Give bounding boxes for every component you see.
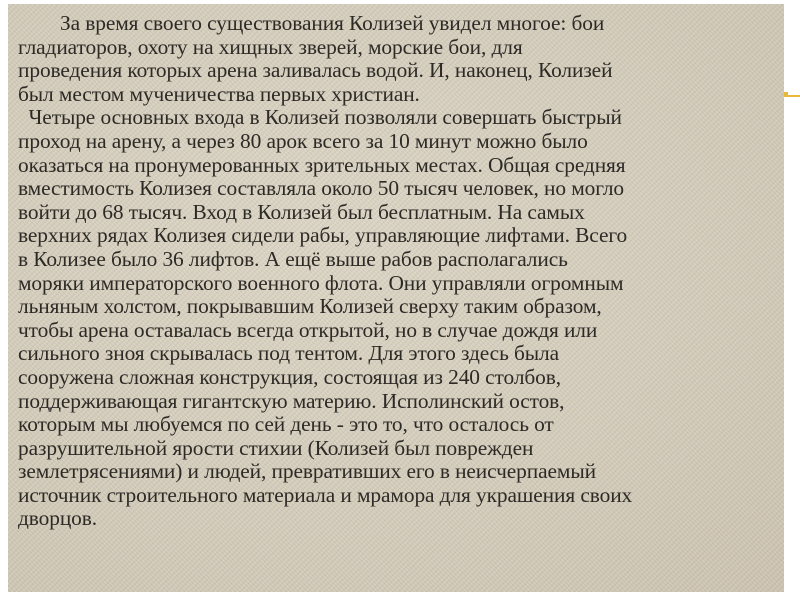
text-line: землетрясениями) и людей, превративших его в неисчерпаемый	[18, 459, 596, 484]
text-line: сооружена сложная конструкция, состоящая из 240 столбов,	[18, 364, 562, 389]
text-line: За время своего существования Колизей увидел многое: бои	[18, 11, 605, 35]
text-line: сильного зноя скрывалась под тентом. Для этого здесь была	[18, 341, 559, 366]
text-line: вместимость Колизея составляла около 50 тысяч человек, но могло	[18, 176, 625, 201]
text-line: которым мы любуемся по сей день - это то, что осталось от	[18, 412, 554, 437]
text-line: моряки императорского военного флота. Они управляли огромным	[18, 270, 624, 295]
text-line: источник строительного материала и мрамора для украшения своих	[18, 482, 633, 507]
text-line: был местом мученичества первых христиан.	[18, 81, 420, 106]
text-line: дворцов.	[18, 506, 98, 531]
paragraph-2	[18, 106, 788, 531]
text-line: верхних рядах Колизея сидели рабы, управляющие лифтами. Всего	[18, 223, 628, 248]
text-line: проведения которых арена заливалась водой. И, наконец, Колизей	[18, 58, 613, 83]
body-text	[18, 12, 788, 531]
text-line: гладиаторов, охоту на хищных зверей, морские бои, для	[18, 34, 523, 59]
text-line: льняным холстом, покрывавшим Колизей сверху таким образом,	[18, 294, 602, 319]
text-line: чтобы арена оставалась всегда открытой, но в случае дождя или	[18, 317, 598, 342]
text-line: оказаться на пронумерованных зрительных местах. Общая средняя	[18, 152, 626, 177]
text-line: поддерживающая гигантскую материю. Исполинский остов,	[18, 388, 565, 413]
text-line: Четыре основных входа в Колизей позволяли совершать быстрый	[18, 105, 622, 130]
text-line: проход на арену, а через 80 арок всего за 10 минут можно было	[18, 128, 588, 153]
text-line: войти до 68 тысяч. Вход в Колизей был бесплатным. На самых	[18, 199, 585, 224]
text-line: разрушительной ярости стихии (Колизей был поврежден	[18, 435, 534, 460]
text-line: в Колизее было 36 лифтов. А ещё выше рабов располагались	[18, 246, 568, 271]
paragraph-1	[18, 12, 788, 106]
